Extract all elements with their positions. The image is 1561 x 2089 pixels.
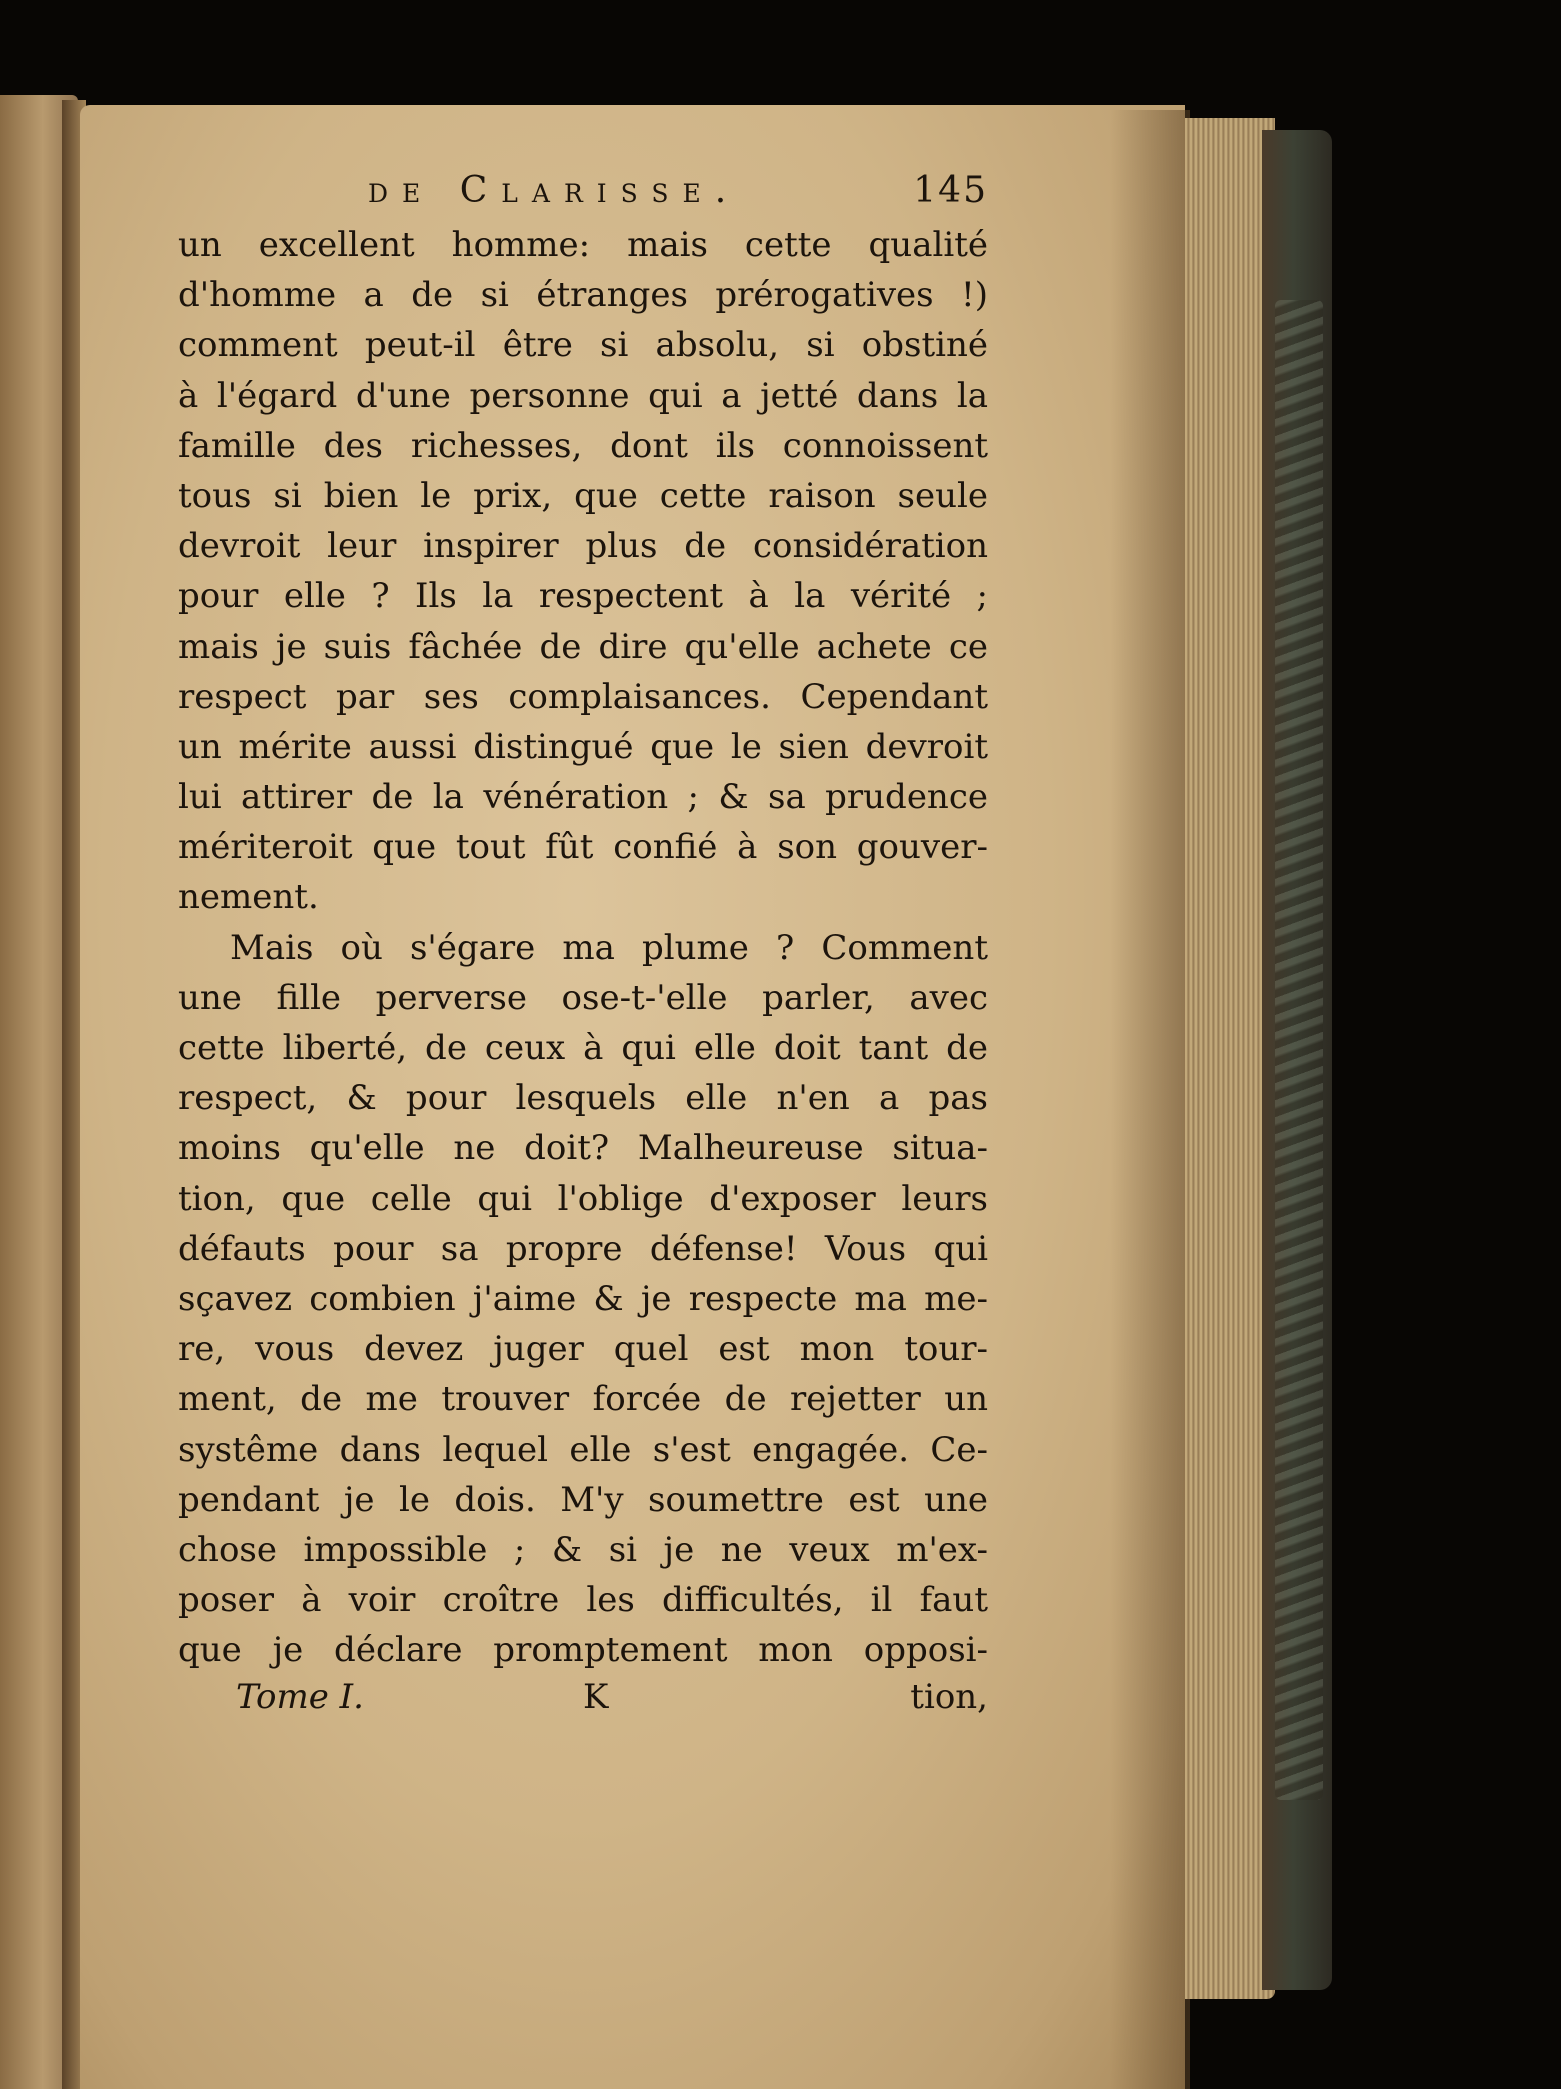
text-line: un excellent homme: mais cette qualité: [178, 225, 988, 265]
text-line: cette liberté, de ceux à qui elle doit tant de: [178, 1028, 988, 1068]
text-line: respect par ses complaisances. Cependant: [178, 676, 988, 717]
text-line: tion, que celle qui l'oblige d'exposer leurs: [178, 1178, 988, 1219]
catchword: tion,: [910, 1677, 988, 1718]
running-head: [178, 160, 988, 220]
text-line: sçavez combien j'aime & je respecte ma me-: [178, 1278, 988, 1319]
text-line: pour elle ? Ils la respectent à la vérité ;: [178, 576, 988, 617]
page-number: 145: [913, 170, 988, 211]
text-line: pendant je le dois. M'y soumettre est une: [178, 1479, 988, 1520]
text-line: d'homme a de si étranges prérogatives !): [178, 275, 988, 316]
text-line: une fille perverse ose-t-'elle parler, avec: [178, 977, 988, 1018]
text-line: poser à voir croître les difficultés, il faut: [178, 1580, 988, 1621]
text-line: à l'égard d'une personne qui a jetté dans la: [178, 375, 988, 416]
gathering-signature-mark: K: [583, 1677, 609, 1718]
text-line: chose impossible ; & si je ne veux m'ex-: [178, 1529, 988, 1570]
cover-marbling: [1275, 300, 1323, 1800]
text-line: que je déclare promptement mon opposi-: [178, 1630, 988, 1671]
text-line: ment, de me trouver forcée de rejetter un: [178, 1379, 988, 1420]
text-line: devroit leur inspirer plus de considération: [178, 526, 988, 567]
text-line: re, vous devez juger quel est mon tour-: [178, 1329, 988, 1370]
text-line: comment peut-il être si absolu, si obstiné: [178, 325, 988, 366]
text-line: respect, & pour lesquels elle n'en a pas: [178, 1078, 988, 1119]
page-footer: [178, 1675, 988, 1725]
running-title: de Clarisse.: [368, 170, 741, 211]
text-line: lui attirer de la vénération ; & sa prudence: [178, 777, 988, 818]
text-line: défauts pour sa propre défense! Vous qui: [178, 1228, 988, 1269]
text-line: nement.: [178, 877, 319, 918]
page-text-block: [178, 160, 988, 1725]
text-line: Mais où s'égare ma plume ? Comment: [230, 927, 988, 968]
text-line: un mérite aussi distingué que le sien devroit: [178, 726, 988, 767]
text-line: tous si bien le prix, que cette raison seule: [178, 475, 988, 516]
volume-signature: Tome I.: [236, 1677, 364, 1718]
text-line: mériteroit que tout fût confié à son gouver-: [178, 827, 988, 868]
text-line: famille des richesses, dont ils connoissent: [178, 425, 988, 466]
text-line: systême dans lequel elle s'est engagée. Ce-: [178, 1429, 988, 1470]
text-line: mais je suis fâchée de dire qu'elle achete ce: [178, 626, 988, 667]
text-line: moins qu'elle ne doit? Malheureuse situa-: [178, 1128, 988, 1169]
page-curve-shadow: [1110, 110, 1190, 2089]
